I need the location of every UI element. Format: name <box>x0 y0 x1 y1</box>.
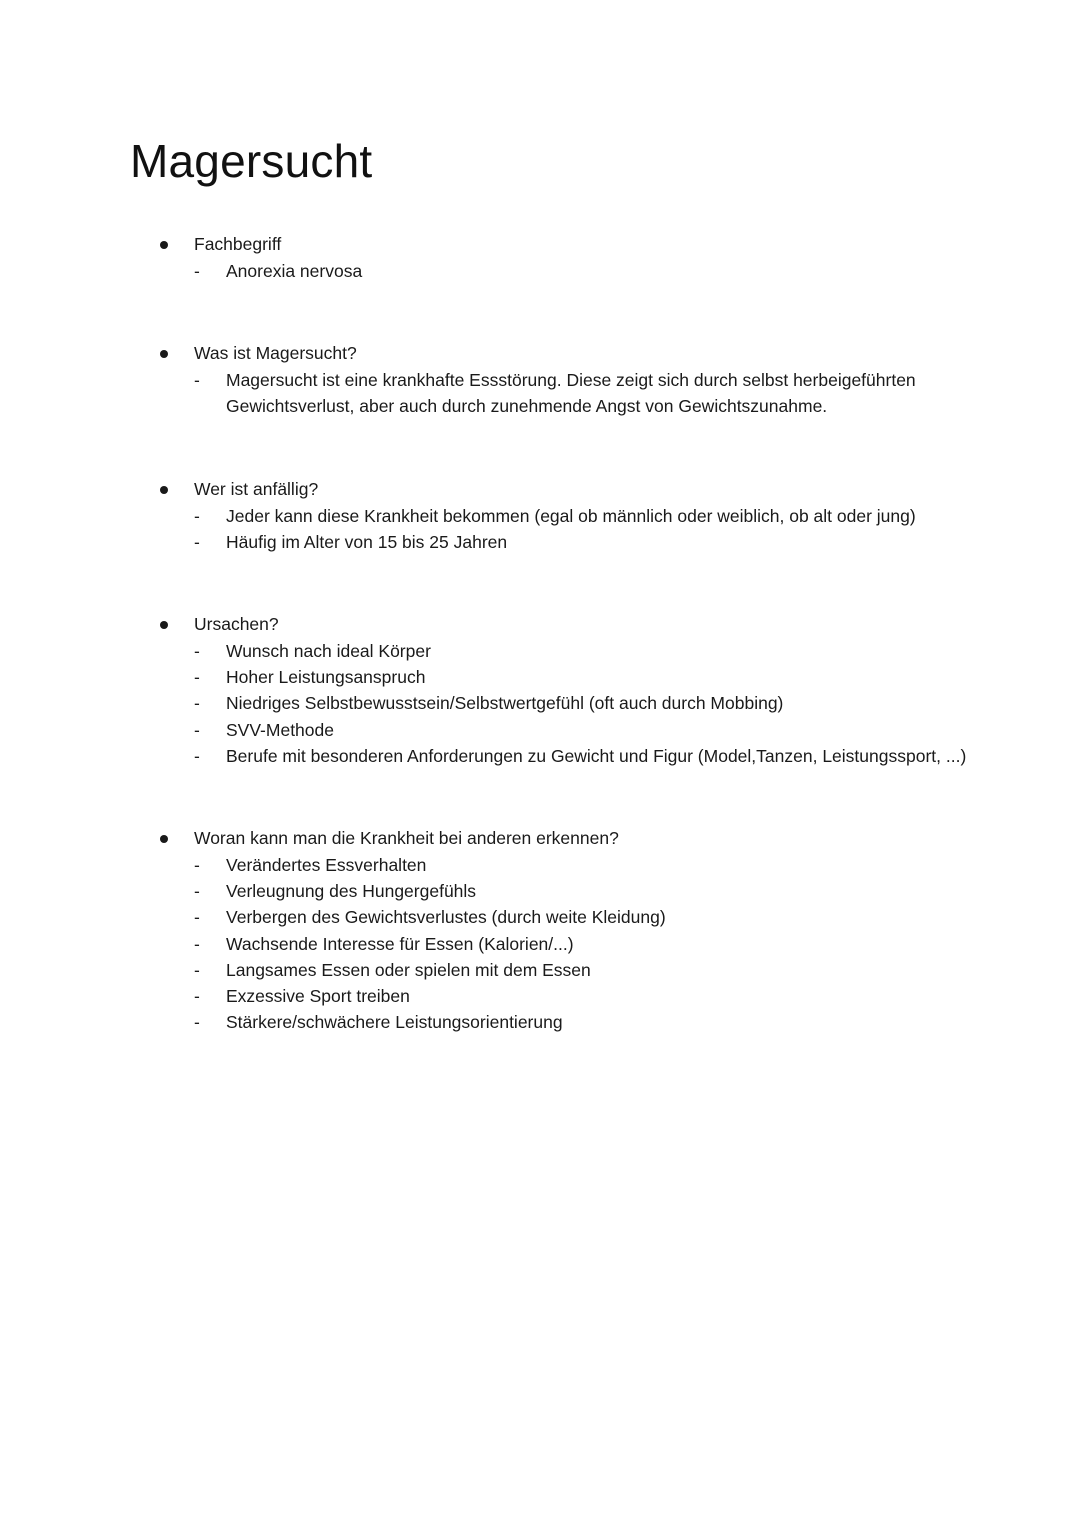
dash-icon: - <box>194 881 200 902</box>
list-item <box>0 852 986 878</box>
section-heading-text: Ursachen? <box>194 614 279 635</box>
section-heading-text: Fachbegriff <box>194 234 282 254</box>
dash-icon: - <box>194 959 200 980</box>
list-item <box>0 638 986 664</box>
list-item-text: Häufig im Alter von 15 bis 25 Jahren <box>226 531 508 552</box>
section-heading-text: Wer ist anfällig? <box>194 478 319 499</box>
list-item <box>0 664 986 690</box>
section-fachbegriff <box>0 231 1080 284</box>
section-heading-text: Was ist Magersucht? <box>194 343 357 364</box>
section-recognition <box>0 825 1080 1035</box>
list-item <box>0 931 986 957</box>
item-list <box>0 638 1080 769</box>
list-item-text: Magersucht ist eine krankhafte Essstörung. Diese zeigt sich durch selbst herbeigeführten Gewichtsverlust, aber auch durch zunehmende Angst von Gewichtszunahme. <box>226 370 916 417</box>
list-item-text: Stärkere/schwächere Leistungsorientierung <box>226 1012 563 1033</box>
section-heading <box>0 340 1080 367</box>
list-item <box>0 717 986 743</box>
section-heading-text: Woran kann man die Krankheit bei anderen erkennen? <box>194 828 619 849</box>
dash-icon: - <box>194 531 200 552</box>
dash-icon: - <box>194 933 200 954</box>
list-item-text: SVV-Methode <box>226 719 334 740</box>
list-item-text: Hoher Leistungsanspruch <box>226 667 426 688</box>
list-item <box>0 1009 986 1035</box>
list-item <box>0 258 986 284</box>
item-list <box>0 258 1080 284</box>
dash-icon: - <box>194 745 200 766</box>
dash-icon: - <box>194 505 200 526</box>
section-heading <box>0 476 1080 503</box>
bullet-icon <box>160 241 168 249</box>
list-item <box>0 367 986 419</box>
list-item-text: Verändertes Essverhalten <box>226 855 427 876</box>
item-list <box>0 503 1080 555</box>
list-item-text: Langsames Essen oder spielen mit dem Essen <box>226 959 591 980</box>
list-item <box>0 983 986 1009</box>
bullet-icon <box>160 621 168 629</box>
dash-icon: - <box>194 261 200 281</box>
list-item-text: Wachsende Interesse für Essen (Kalorien/...) <box>226 933 574 954</box>
dash-icon: - <box>194 719 200 740</box>
list-item <box>0 957 986 983</box>
list-item <box>0 503 986 529</box>
section-list <box>0 231 1080 1091</box>
list-item <box>0 904 986 930</box>
list-item <box>0 529 986 555</box>
list-item <box>0 878 986 904</box>
bullet-icon <box>160 835 168 843</box>
section-heading <box>0 825 1080 852</box>
dash-icon: - <box>194 667 200 688</box>
dash-icon: - <box>194 693 200 714</box>
section-heading <box>0 611 1080 638</box>
list-item-text: Verleugnung des Hungergefühls <box>226 881 477 902</box>
section-heading <box>0 231 1080 258</box>
item-list <box>0 367 1080 419</box>
bullet-icon <box>160 486 168 494</box>
list-item-text: Berufe mit besonderen Anforderungen zu Gewicht und Figur (Model,Tanzen, Leistungssport, ...) <box>226 745 967 766</box>
dash-icon: - <box>194 986 200 1007</box>
list-item-text: Verbergen des Gewichtsverlustes (durch weite Kleidung) <box>226 907 666 928</box>
section-causes <box>0 611 1080 769</box>
page-title: Magersucht <box>130 135 373 187</box>
list-item-text: Wunsch nach ideal Körper <box>226 641 431 662</box>
list-item <box>0 743 986 769</box>
dash-icon: - <box>194 641 200 662</box>
item-list <box>0 852 1080 1035</box>
dash-icon: - <box>194 855 200 876</box>
dash-icon: - <box>194 370 200 391</box>
list-item-text: Jeder kann diese Krankheit bekommen (egal ob männlich oder weiblich, ob alt oder jung) <box>226 505 916 526</box>
section-susceptibility <box>0 476 1080 555</box>
list-item-text: Exzessive Sport treiben <box>226 986 410 1007</box>
section-definition <box>0 340 1080 419</box>
dash-icon: - <box>194 907 200 928</box>
list-item <box>0 690 986 716</box>
list-item-text: Anorexia nervosa <box>226 261 363 281</box>
dash-icon: - <box>194 1012 200 1033</box>
bullet-icon <box>160 350 168 358</box>
list-item-text: Niedriges Selbstbewusstsein/Selbstwertgefühl (oft auch durch Mobbing) <box>226 693 784 714</box>
